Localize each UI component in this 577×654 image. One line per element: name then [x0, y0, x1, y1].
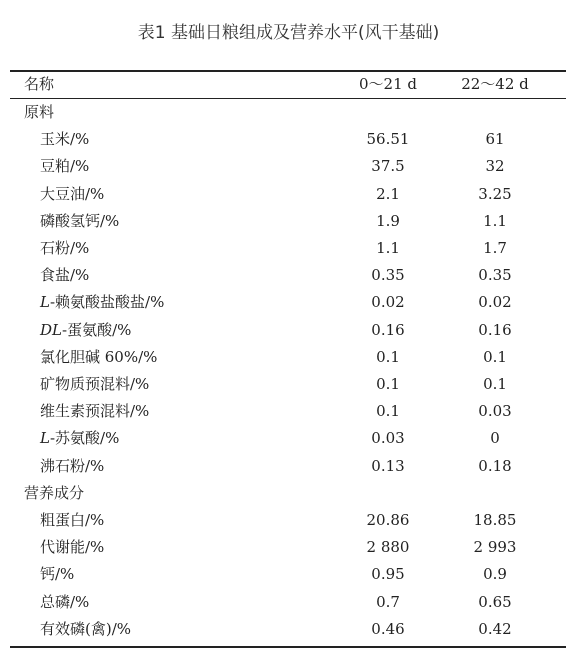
ingredient-name: [40, 561, 74, 588]
name-text: 有效磷(禽)/%: [40, 619, 132, 638]
name-text: 食盐/%: [40, 266, 90, 285]
value-period-1: 0.02: [371, 293, 405, 312]
ingredient-name: [40, 507, 104, 534]
ingredient-name: [40, 262, 89, 289]
value-period-1: 0.13: [371, 456, 405, 475]
name-text: 豆粕/%: [40, 157, 90, 176]
value-period-1: 0.1: [376, 347, 400, 366]
header-name: 名称: [24, 75, 55, 93]
value-period-1: 1.9: [376, 211, 400, 230]
ingredient-name: [40, 589, 89, 616]
value-period-1: 0.95: [371, 565, 405, 584]
value-period-2: 0.35: [478, 266, 512, 285]
ingredient-name: [40, 126, 89, 153]
name-prefix: L: [40, 293, 50, 312]
name-prefix: DL: [40, 320, 62, 339]
value-period-1: 0.1: [376, 402, 400, 421]
table-row: [10, 616, 566, 643]
name-text: 玉米/%: [40, 130, 90, 149]
name-text: -蛋氨酸/%: [62, 320, 132, 339]
value-period-2: 3.25: [478, 184, 512, 203]
ingredient-name: [40, 153, 89, 180]
value-period-2: 1.1: [483, 211, 507, 230]
value-period-2: 0.65: [478, 592, 512, 611]
name-text: 粗蛋白/%: [40, 511, 105, 529]
ingredient-name: [40, 371, 149, 398]
table-row: [10, 589, 566, 616]
table-row: [10, 208, 566, 235]
table-row: [10, 371, 566, 398]
ingredient-name: [40, 208, 119, 235]
table-row: [10, 453, 566, 480]
ingredient-name: [40, 289, 164, 316]
table-row: [10, 425, 566, 452]
name-text: 石粉/%: [40, 239, 90, 257]
ingredient-name: [40, 398, 149, 425]
value-period-1: 1.1: [376, 239, 400, 257]
table-row: [10, 561, 566, 588]
ingredient-name: [40, 235, 89, 262]
value-period-2: 32: [485, 157, 505, 176]
table-row: [10, 235, 566, 262]
table-row: [10, 181, 566, 208]
value-period-2: 1.7: [483, 239, 507, 257]
ingredient-name: [40, 616, 131, 643]
value-period-1: 37.5: [371, 157, 405, 176]
name-text: 大豆油/%: [40, 184, 105, 203]
table-row: [10, 289, 566, 316]
value-period-2: 0.42: [478, 619, 512, 638]
value-period-1: 0.03: [371, 429, 405, 448]
section-label: 原料: [24, 103, 55, 121]
value-period-1: 2.1: [376, 184, 400, 203]
value-period-1: 0.46: [371, 619, 405, 638]
value-period-1: 0.16: [371, 320, 405, 339]
value-period-2: 0: [490, 429, 500, 448]
header-period-1: 0～21 d: [358, 75, 417, 93]
value-period-1: 0.1: [376, 375, 400, 393]
ingredient-name: [40, 344, 157, 371]
ingredient-name: [40, 453, 104, 480]
table-row: [10, 126, 566, 153]
name-text: 磷酸氢钙/%: [40, 211, 120, 230]
value-period-2: 0.1: [483, 347, 507, 366]
name-text: 维生素预混料/%: [40, 402, 150, 421]
name-text: 总磷/%: [40, 592, 90, 611]
section-row: [10, 99, 566, 126]
value-period-2: 18.85: [473, 511, 517, 529]
value-period-2: 0.02: [478, 293, 512, 312]
table-header-row: [10, 71, 566, 98]
name-text: 沸石粉/%: [40, 456, 105, 475]
value-period-1: 56.51: [366, 130, 410, 149]
name-text: -苏氨酸/%: [49, 429, 120, 448]
table-row: [10, 262, 566, 289]
ingredient-name: [40, 534, 104, 561]
value-period-2: 0.18: [478, 456, 512, 475]
table-title: 表1 基础日粮组成及营养水平(风干基础): [137, 23, 440, 43]
name-text: 钙/%: [40, 565, 75, 584]
name-prefix: L: [40, 429, 50, 448]
value-period-2: 2 993: [473, 538, 517, 557]
name-text: -赖氨酸盐酸盐/%: [49, 293, 165, 312]
header-period-2: 22～42 d: [461, 75, 529, 93]
section-row: [10, 480, 566, 507]
value-period-1: 0.35: [371, 266, 405, 285]
name-text: 氯化胆碱 60%/%: [40, 347, 158, 366]
value-period-1: 0.7: [376, 592, 400, 611]
table-row: [10, 344, 566, 371]
table-row: [10, 317, 566, 344]
name-text: 代谢能/%: [40, 538, 105, 557]
value-period-2: 0.03: [478, 402, 512, 421]
table-row: [10, 153, 566, 180]
value-period-2: 0.9: [483, 565, 507, 584]
name-text: 矿物质预混料/%: [40, 375, 150, 393]
value-period-2: 0.16: [478, 320, 512, 339]
ingredient-name: [40, 181, 104, 208]
value-period-2: 61: [485, 130, 505, 149]
value-period-1: 2 880: [366, 538, 410, 557]
table-row: [10, 398, 566, 425]
ingredient-name: [40, 425, 119, 452]
value-period-2: 0.1: [483, 375, 507, 393]
section-label: 营养成分: [24, 483, 85, 502]
table-row: [10, 534, 566, 561]
ingredient-name: [40, 317, 131, 344]
value-period-1: 20.86: [366, 511, 410, 529]
table-bottom-rule: [10, 646, 566, 648]
table-row: [10, 507, 566, 534]
